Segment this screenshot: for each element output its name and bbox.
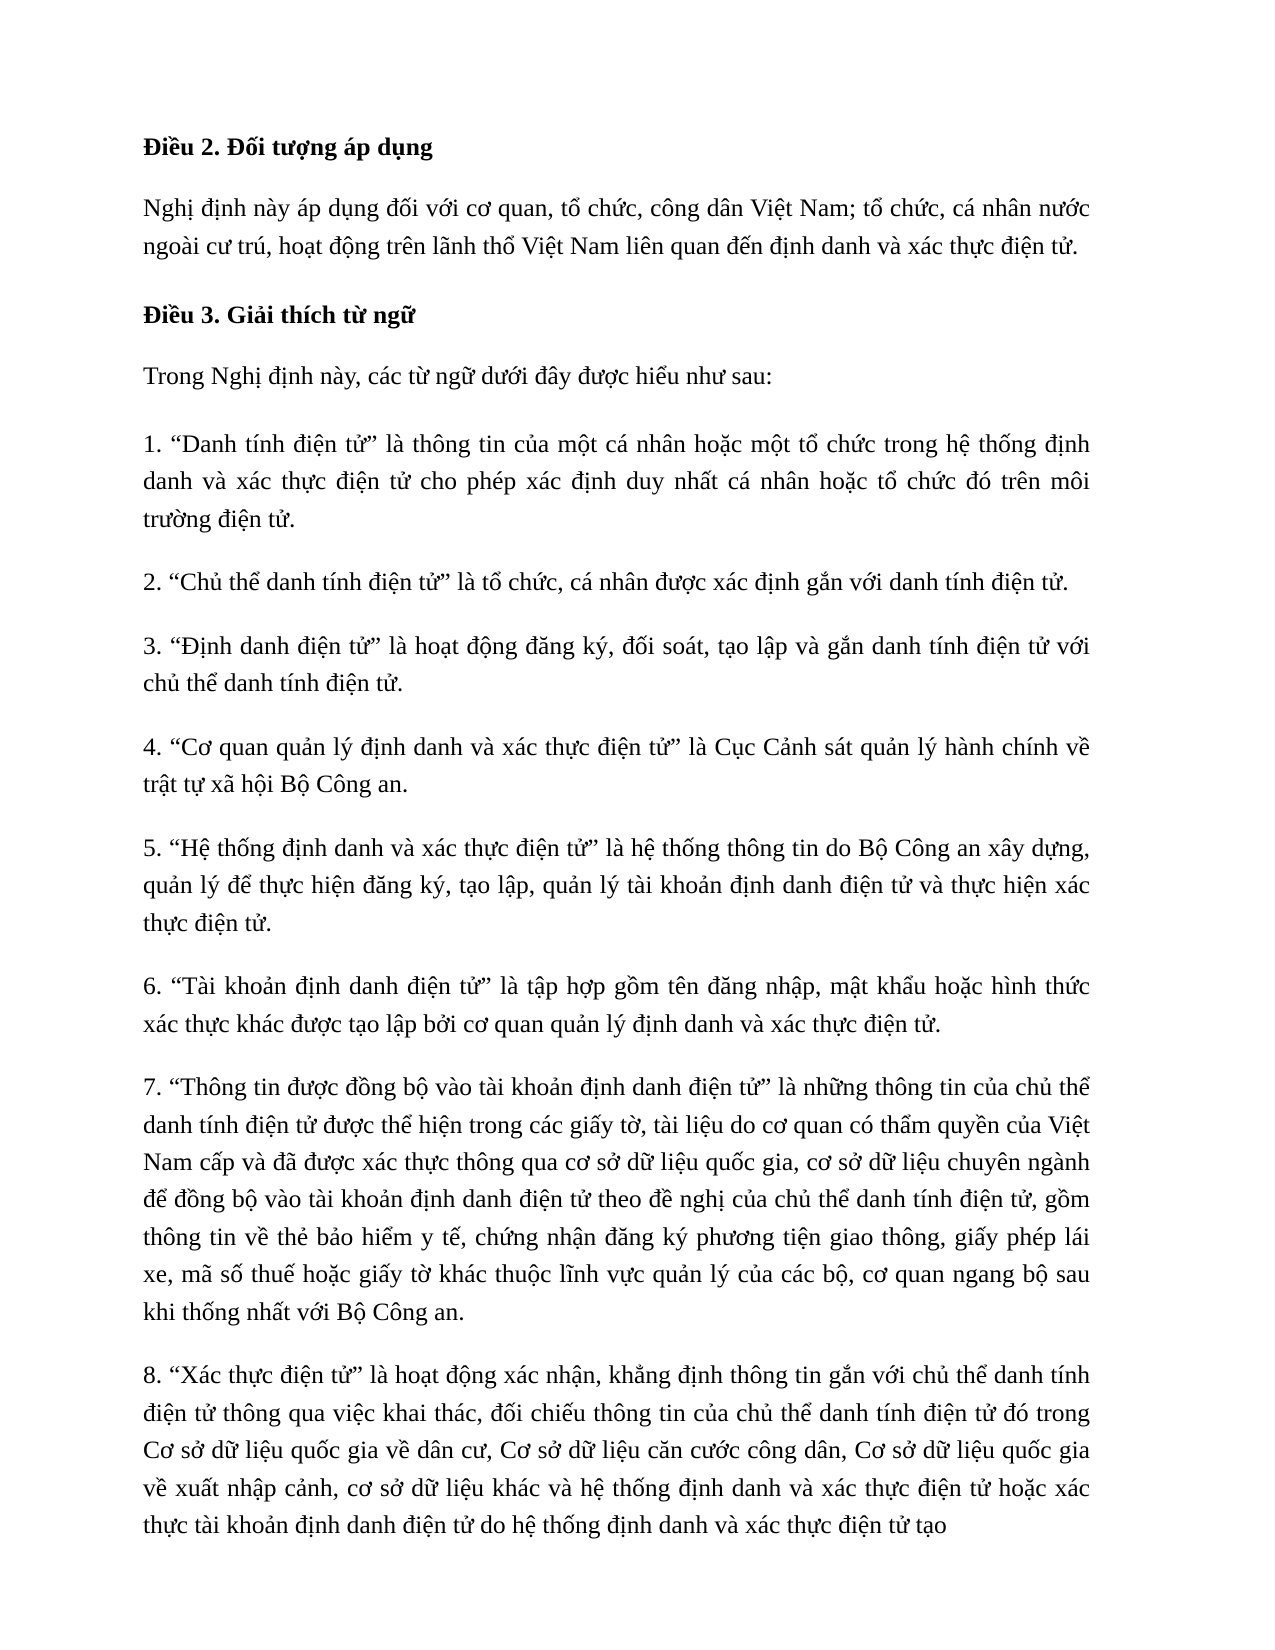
definition-item-2: 2. “Chủ thể danh tính điện tử” là tổ chức, cá nhân được xác định gắn với danh tính điện tử. (143, 567, 1069, 597)
paragraph-dieu-3-intro: Trong Nghị định này, các từ ngữ dưới đây được hiểu như sau: (143, 361, 773, 391)
definition-item-6: 6. “Tài khoản định danh điện tử” là tập hợp gồm tên đăng nhập, mật khẩu hoặc hình thức xác thực khác được tạo lập bởi cơ quan quản lý định danh và xác thực điện tử. (143, 971, 1090, 1038)
paragraph-dieu-2-scope: Nghị định này áp dụng đối với cơ quan, tổ chức, công dân Việt Nam; tổ chức, cá nhân nước ngoài cư trú, hoạt động trên lãnh thổ Việt Nam liên quan đến định danh và xác thực điện tử. (143, 193, 1090, 260)
section-heading-dieu-2: Điều 2. Đối tượng áp dụng (143, 132, 433, 161)
definition-item-1: 1. “Danh tính điện tử” là thông tin của một cá nhân hoặc một tổ chức trong hệ thống định danh và xác thực điện tử cho phép xác định duy nhất cá nhân hoặc tổ chức đó trên môi trường điện tử. (143, 428, 1090, 533)
section-heading-dieu-3: Điều 3. Giải thích từ ngữ (143, 300, 416, 330)
definition-item-7: 7. “Thông tin được đồng bộ vào tài khoản định danh điện tử” là những thông tin của chủ thể danh tính điện tử được thể hiện trong các giấy tờ, tài liệu do cơ quan có thẩm quyền của Việt Nam cấp và đã được xác thực thông qua cơ sở dữ liệu quốc gia, cơ sở dữ liệu chuyên ngành để đồng bộ vào tài khoản định danh điện tử theo đề nghị của chủ thể danh tính điện tử, gồm thông tin về thẻ bảo hiểm y tế, chứng nhận đăng ký phương tiện giao thông, giấy phép lái xe, mã số thuế hoặc giấy tờ khác thuộc lĩnh vực quản lý của các bộ, cơ quan ngang bộ sau khi thống nhất với Bộ Công an. (143, 1072, 1090, 1326)
definition-item-8: 8. “Xác thực điện tử” là hoạt động xác nhận, khẳng định thông tin gắn với chủ thể danh tính điện tử thông qua việc khai thác, đối chiếu thông tin của chủ thể danh tính điện tử đó trong Cơ sở dữ liệu quốc gia về dân cư, Cơ sở dữ liệu căn cước công dân, Cơ sở dữ liệu quốc gia về xuất nhập cảnh, cơ sở dữ liệu khác và hệ thống định danh và xác thực điện tử hoặc xác thực tài khoản định danh điện tử do hệ thống định danh và xác thực điện tử tạo (143, 1360, 1090, 1540)
definition-item-3: 3. “Định danh điện tử” là hoạt động đăng ký, đối soát, tạo lập và gắn danh tính điện tử với chủ thể danh tính điện tử. (143, 630, 1090, 698)
definition-item-5: 5. “Hệ thống định danh và xác thực điện tử” là hệ thống thông tin do Bộ Công an xây dựng, quản lý để thực hiện đăng ký, tạo lập, quản lý tài khoản định danh điện tử và thực hiện xác thực điện tử. (143, 832, 1090, 937)
definition-item-4: 4. “Cơ quan quản lý định danh và xác thực điện tử” là Cục Cảnh sát quản lý hành chính về trật tự xã hội Bộ Công an. (143, 731, 1090, 799)
document-body (143, 130, 1090, 1544)
